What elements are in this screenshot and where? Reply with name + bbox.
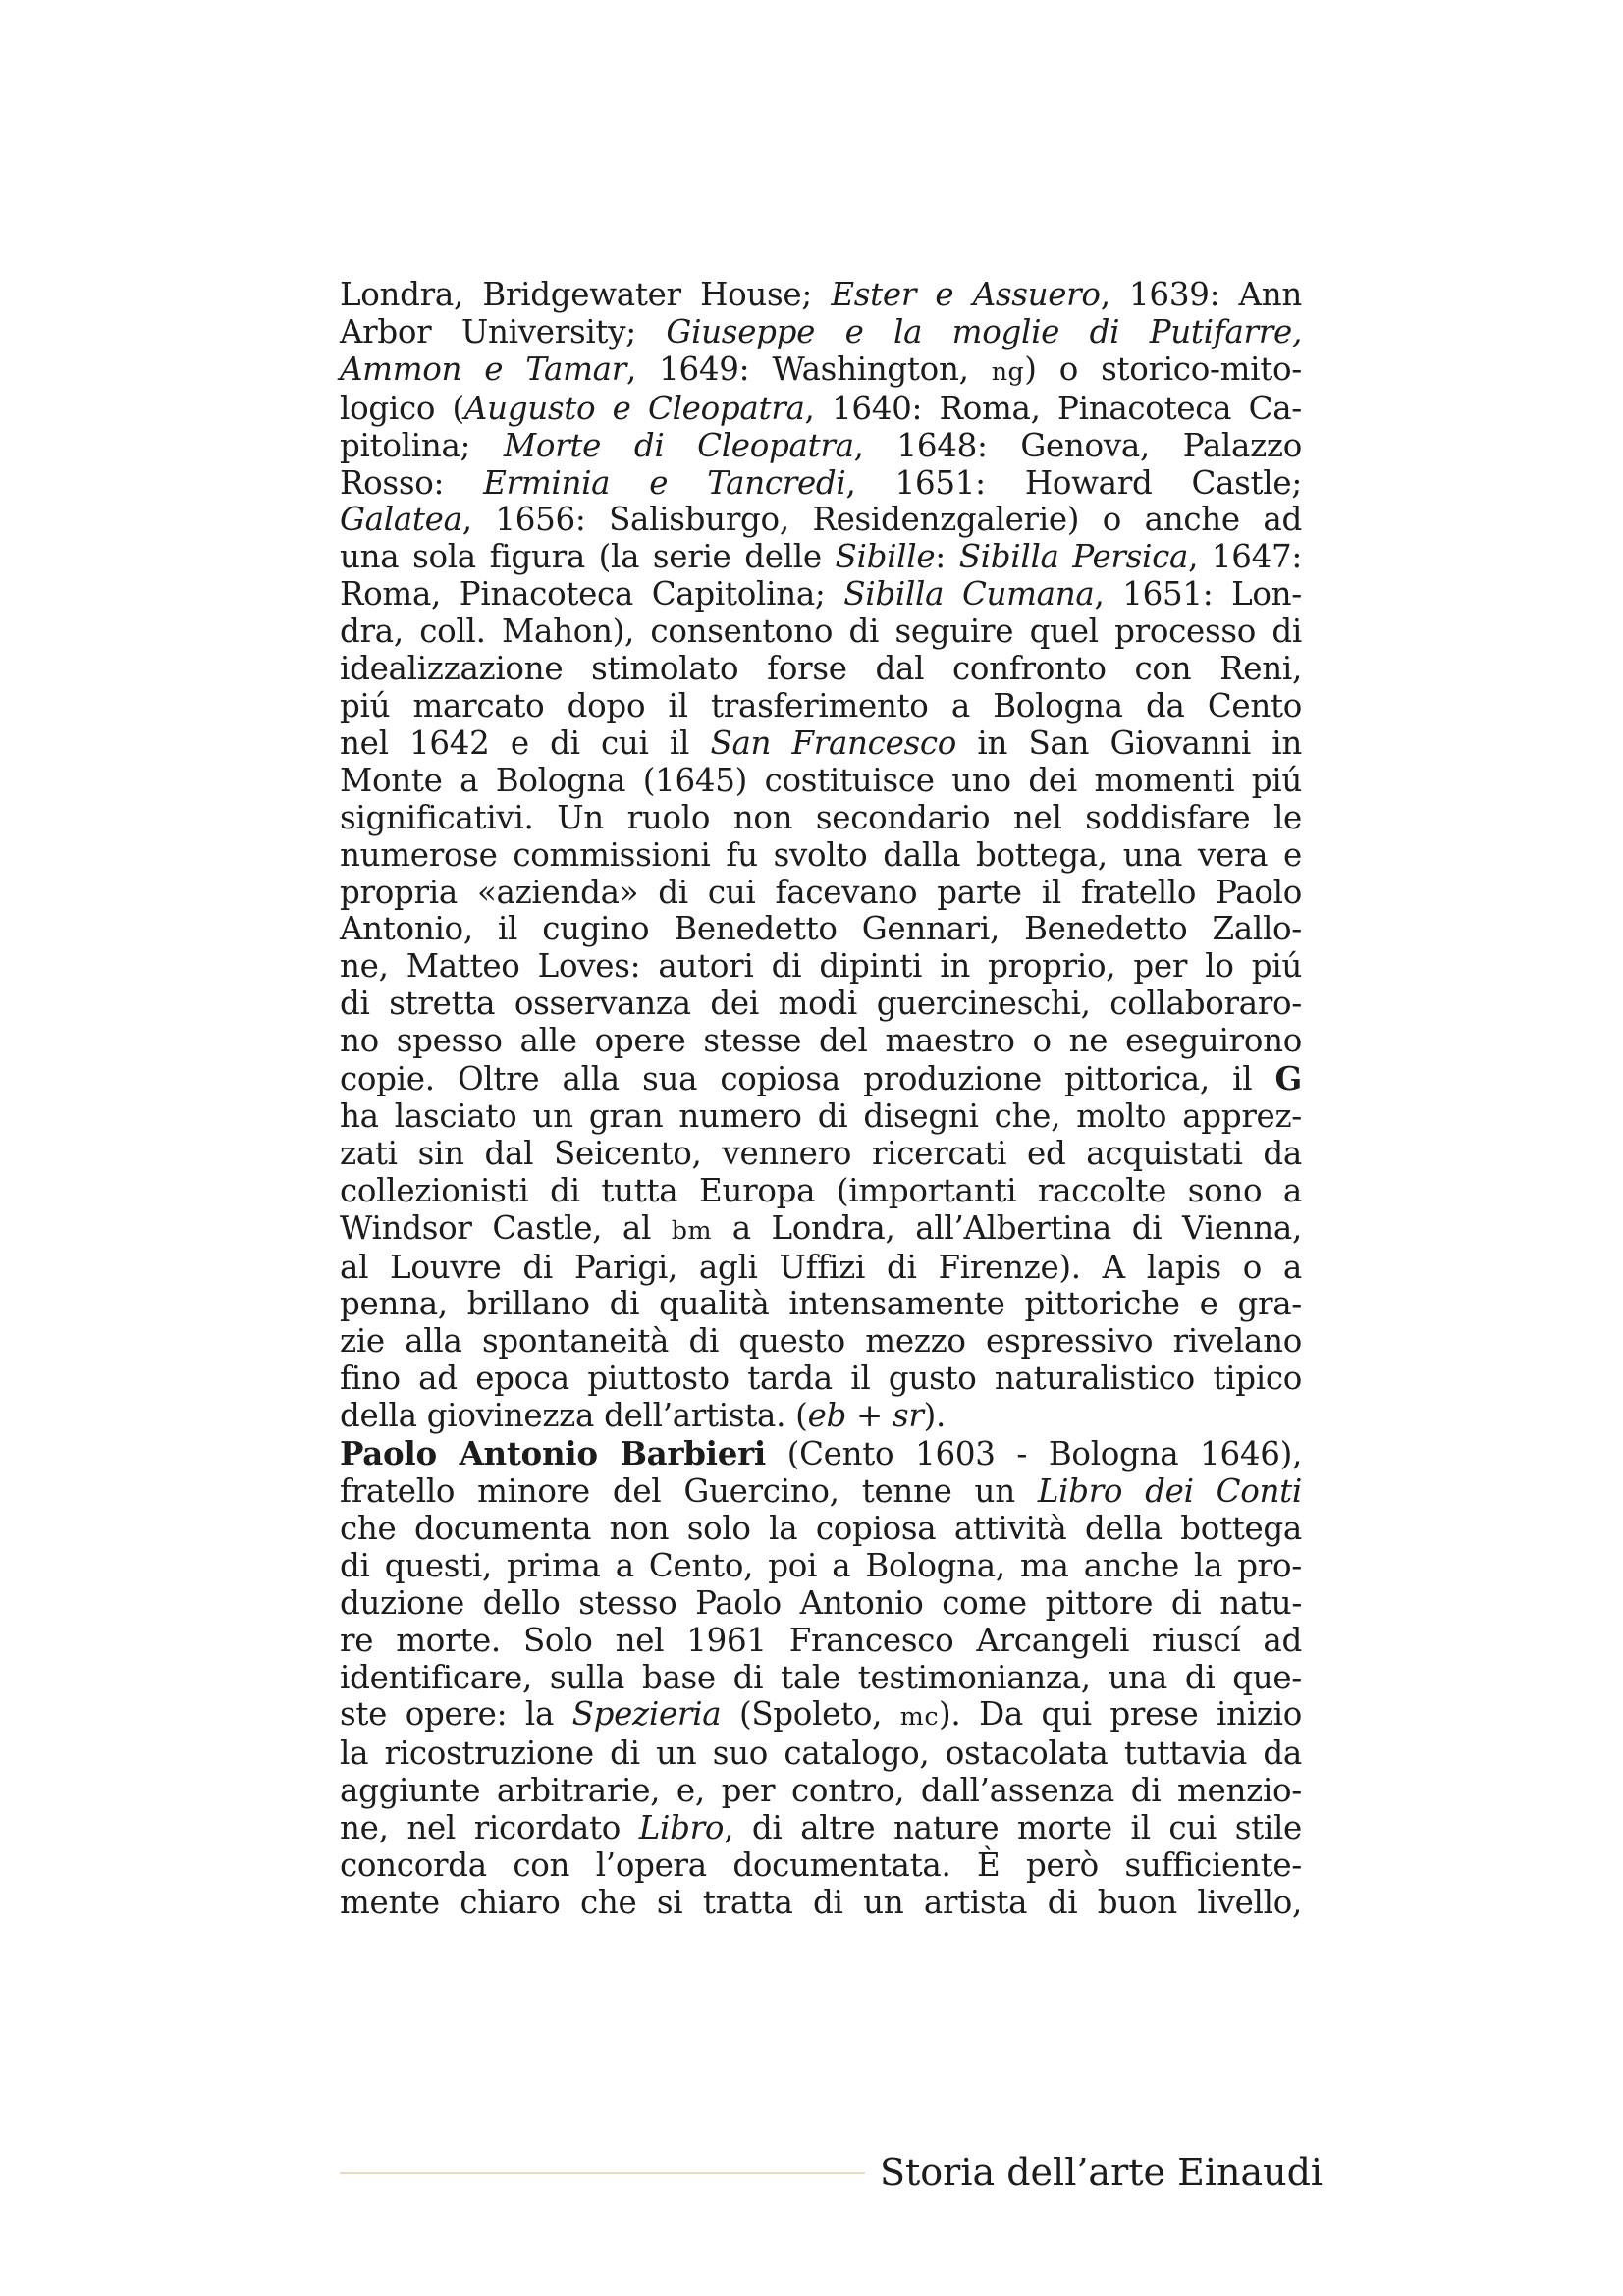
text-run: la ricostruzione di un suo catalogo, ostacolata tuttavia da [340, 1735, 1302, 1773]
text-line [340, 1060, 1302, 1098]
text-line [340, 576, 1302, 614]
text-run: collezionisti di tutta Europa (importanti raccolte sono a [340, 1171, 1302, 1209]
text-run: , di altre nature morte il cui stile [724, 1809, 1302, 1847]
text-line [340, 1473, 1302, 1511]
text-run: copie. Oltre alla sua copiosa produzione pittorica, il [340, 1060, 1275, 1098]
text-run: logico ( [340, 389, 464, 427]
text-run: , 1648: Genova, Palazzo [853, 426, 1302, 464]
italic-text: Morte di Cleopatra [503, 426, 854, 464]
italic-text: Sibilla Persica [958, 538, 1189, 576]
text-run: , 1639: Ann [1100, 276, 1302, 313]
text-run: nel 1642 e di cui il [340, 723, 711, 762]
italic-text: eb + sr [807, 1397, 924, 1435]
text-line [340, 1660, 1302, 1697]
italic-text: San Francesco [710, 723, 957, 762]
text-line [340, 725, 1302, 763]
text-run: ha lasciato un gran numero di disegni che, molto apprez- [340, 1096, 1302, 1135]
text-run: significativi. Un ruolo non secondario nel soddisfare le [340, 798, 1302, 836]
text-run: fino ad epoca piuttosto tarda il gusto naturalistico tipico [340, 1360, 1302, 1398]
text-line [340, 1735, 1302, 1773]
text-run: di stretta osservanza dei modi guercineschi, collaboraro- [340, 985, 1302, 1023]
text-line [340, 1361, 1302, 1398]
text-run: ste opere: la [340, 1695, 572, 1734]
text-run: fratello minore del Guercino, tenne un [340, 1472, 1038, 1510]
text-line [340, 1098, 1302, 1136]
italic-text: Sibilla Cumana [843, 575, 1095, 614]
text-run: propria «azienda» di cui facevano parte il fratello Paolo [340, 873, 1302, 911]
text-line [340, 1585, 1302, 1623]
italic-text: Sibille [835, 538, 936, 576]
text-line [340, 1286, 1302, 1323]
text-line [340, 1773, 1302, 1810]
text-line [340, 1210, 1302, 1250]
text-line [340, 1623, 1302, 1660]
text-run: ). Da qui prese inizio [939, 1695, 1303, 1734]
text-line [340, 277, 1302, 314]
small-caps-text: bm [671, 1214, 713, 1245]
text-line [340, 875, 1302, 912]
text-line [340, 502, 1302, 539]
footer-label: Storia dell’arte Einaudi [880, 2151, 1324, 2194]
text-line [340, 351, 1302, 391]
text-run: Monte a Bologna (1645) costituisce uno dei momenti piú [340, 761, 1302, 799]
footer-rule [340, 2172, 865, 2174]
text-run: , 1651: Lon- [1094, 575, 1302, 614]
text-run: , 1640: Roma, Pinacoteca Ca- [804, 389, 1302, 427]
bold-text: Paolo Antonio Barbieri [340, 1434, 766, 1473]
italic-text: Ester e Assuero [831, 276, 1101, 313]
text-line [340, 651, 1302, 688]
text-run: no spesso alle opere stesse del maestro o ne eseguirono [340, 1022, 1302, 1060]
text-run: , 1651: Howard Castle; [845, 463, 1302, 502]
text-line [340, 1398, 1302, 1435]
text-line [340, 614, 1302, 651]
text-line [340, 391, 1302, 428]
small-caps-text: mc [899, 1701, 940, 1732]
text-line [340, 1136, 1302, 1173]
text-run: una sola figura (la serie delle [340, 538, 836, 576]
italic-text: Ammon e Tamar [340, 349, 626, 388]
text-line [340, 986, 1302, 1023]
bold-text: G [1274, 1059, 1302, 1098]
text-line [340, 539, 1302, 576]
text-run: numerose commissioni fu svolto dalla bottega, una vera e [340, 835, 1302, 874]
text-run: ne, nel ricordato [340, 1809, 639, 1847]
text-line [340, 948, 1302, 986]
italic-text: Spezieria [571, 1695, 722, 1734]
text-run: mente chiaro che si tratta di un artista di buon livello, [340, 1883, 1302, 1921]
text-line [340, 1511, 1302, 1548]
text-run: concorda con l’opera documentata. È però sufficiente- [340, 1846, 1302, 1885]
text-run: ne, Matteo Loves: autori di dipinti in proprio, per lo piú [340, 947, 1302, 986]
text-run: , 1649: Washington, [625, 349, 992, 388]
text-run: zati sin dal Seicento, vennero ricercati ed acquistati da [340, 1134, 1302, 1172]
italic-text: Augusto e Cleopatra [463, 389, 805, 427]
text-run: idealizzazione stimolato forse dal confronto con Reni, [340, 650, 1302, 688]
text-run: (Spoleto, [721, 1695, 900, 1734]
text-run: penna, brillano di qualità intensamente pittoriche e gra- [340, 1285, 1302, 1323]
text-line [340, 314, 1302, 351]
text-line [340, 1548, 1302, 1585]
text-run: zie alla spontaneità di questo mezzo espressivo rivelano [340, 1322, 1302, 1361]
text-line [340, 763, 1302, 800]
text-run: Roma, Pinacoteca Capitolina; [340, 575, 844, 614]
text-run: piú marcato dopo il trasferimento a Bologna da Cento [340, 686, 1302, 724]
text-line [340, 837, 1302, 875]
text-line [340, 800, 1302, 837]
text-run: della giovinezza dell’artista. ( [340, 1397, 808, 1435]
text-run: dra, coll. Mahon), consentono di seguire quel processo di [340, 613, 1302, 651]
text-line [340, 1847, 1302, 1885]
text-run: : [935, 538, 959, 576]
italic-text: Libro dei Conti [1037, 1472, 1302, 1510]
text-line [340, 428, 1302, 465]
text-run: a Londra, all’Albertina di Vienna, [712, 1208, 1302, 1247]
text-run: Arbor University; [340, 312, 667, 350]
italic-text: Giuseppe e la moglie di Putifarre, [666, 312, 1302, 350]
text-run: Rosso: [340, 463, 484, 502]
text-run: aggiunte arbitrarie, e, per contro, dall’assenza di menzio- [340, 1772, 1302, 1810]
text-line [340, 688, 1302, 725]
italic-text: Libro [638, 1809, 725, 1847]
text-run: Londra, Bridgewater House; [340, 276, 832, 313]
text-run: che documenta non solo la copiosa attività della bottega [340, 1509, 1302, 1547]
body-text [340, 277, 1302, 1922]
text-run: al Louvre di Parigi, agli Uffizi di Firenze). A lapis o a [340, 1248, 1302, 1286]
text-run: duzione dello stesso Paolo Antonio come pittore di natu- [340, 1583, 1302, 1622]
text-line [340, 1696, 1302, 1735]
text-run: ) o storico-mito- [1024, 349, 1302, 388]
text-run: di questi, prima a Cento, poi a Bologna, ma anche la pro- [340, 1546, 1302, 1584]
text-run: , 1656: Salisburgo, Residenzgalerie) o anche ad [461, 501, 1302, 539]
text-line [340, 1435, 1302, 1473]
text-run: in San Giovanni in [956, 723, 1303, 762]
text-run: , 1647: [1188, 538, 1303, 576]
italic-text: Erminia e Tancredi [483, 463, 846, 502]
text-line [340, 1323, 1302, 1361]
text-line [340, 465, 1302, 503]
text-run: (Cento 1603 - Bologna 1646), [765, 1435, 1302, 1473]
small-caps-text: ng [991, 355, 1025, 386]
text-line [340, 1810, 1302, 1847]
text-line [340, 911, 1302, 948]
text-run: re morte. Solo nel 1961 Francesco Arcangeli riuscí ad [340, 1621, 1302, 1659]
text-run: pitolina; [340, 426, 504, 464]
text-run: identificare, sulla base di tale testimonianza, una di que- [340, 1658, 1302, 1696]
text-line [340, 1250, 1302, 1287]
text-line [340, 1885, 1302, 1922]
text-run: Windsor Castle, al [340, 1208, 672, 1247]
text-line [340, 1023, 1302, 1060]
italic-text: Galatea [340, 501, 462, 539]
text-run: Antonio, il cugino Benedetto Gennari, Benedetto Zallo- [340, 910, 1302, 948]
text-line [340, 1173, 1302, 1210]
text-run: ). [923, 1397, 947, 1435]
